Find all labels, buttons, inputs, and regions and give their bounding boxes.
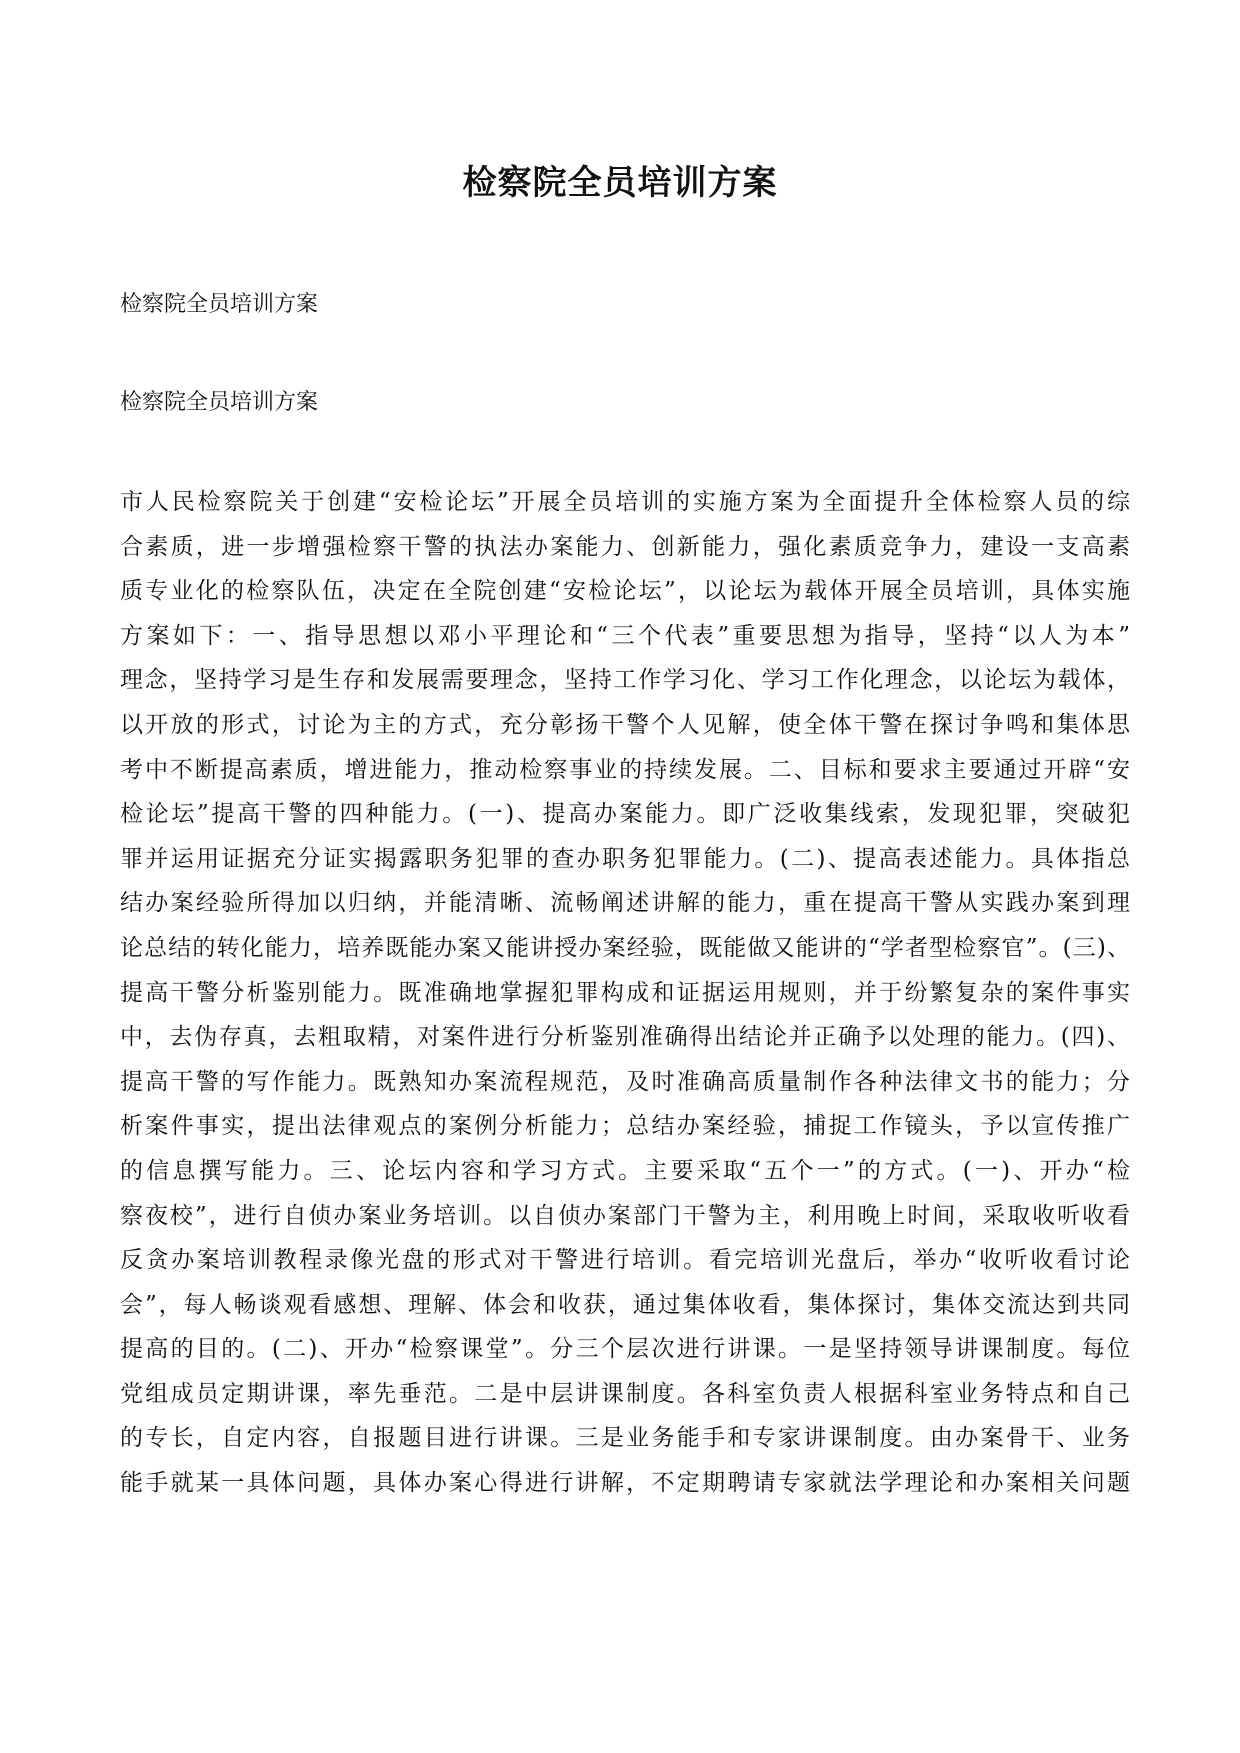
body-line: 能手就某一具体问题，具体办案心得进行讲解，不定期聘请专家就法学理论和办案相关问题 <box>120 1470 1130 1497</box>
body-line: 会”，每人畅谈观看感想、理解、体会和收获，通过集体收看，集体探讨，集体交流达到共同 <box>120 1291 1130 1318</box>
document-title: 检察院全员培训方案 <box>462 163 778 203</box>
document-subtitle-repeat: 检察院全员培训方案 <box>120 390 319 415</box>
body-line: 党组成员定期讲课，率先垂范。二是中层讲课制度。各科室负责人根据科室业务特点和自己 <box>120 1380 1130 1407</box>
body-line: 反贪办案培训教程录像光盘的形式对干警进行培训。看完培训光盘后，举办“收听收看讨论 <box>120 1247 1130 1274</box>
body-line: 以开放的形式，讨论为主的方式，充分彰扬干警个人见解，使全体干警在探讨争鸣和集体思 <box>120 711 1130 738</box>
body-line: 析案件事实，提出法律观点的案例分析能力；总结办案经验，捕捉工作镜头，予以宣传推广 <box>120 1113 1130 1140</box>
body-line: 论总结的转化能力，培养既能办案又能讲授办案经验，既能做又能讲的“学者型检察官”。(三)、 <box>120 934 1130 961</box>
body-line: 质专业化的检察队伍，决定在全院创建“安检论坛”，以论坛为载体开展全员培训，具体实施 <box>120 578 1130 605</box>
body-line: 方案如下：一、指导思想以邓小平理论和“三个代表”重要思想为指导，坚持“以人为本” <box>120 622 1130 649</box>
body-line: 结办案经验所得加以归纳，并能清晰、流畅阐述讲解的能力，重在提高干警从实践办案到理 <box>120 890 1130 917</box>
document-subtitle: 检察院全员培训方案 <box>120 292 319 317</box>
body-line: 提高干警分析鉴别能力。既准确地掌握犯罪构成和证据运用规则，并于纷繁复杂的案件事实 <box>120 979 1130 1006</box>
body-line: 提高干警的写作能力。既熟知办案流程规范，及时准确高质量制作各种法律文书的能力；分 <box>120 1068 1130 1095</box>
body-line: 合素质，进一步增强检察干警的执法办案能力、创新能力，强化素质竞争力，建设一支高素 <box>120 533 1130 560</box>
body-line: 罪并运用证据充分证实揭露职务犯罪的查办职务犯罪能力。(二)、提高表述能力。具体指总 <box>120 845 1130 872</box>
body-line: 察夜校”，进行自侦办案业务培训。以自侦办案部门干警为主，利用晚上时间，采取收听收看 <box>120 1202 1130 1229</box>
body-line: 中，去伪存真，去粗取精，对案件进行分析鉴别准确得出结论并正确予以处理的能力。(四)、 <box>120 1024 1130 1051</box>
body-line: 检论坛”提高干警的四种能力。(一)、提高办案能力。即广泛收集线索，发现犯罪，突破犯 <box>120 801 1130 828</box>
document-body <box>120 480 1130 1506</box>
body-line: 的信息撰写能力。三、论坛内容和学习方式。主要采取“五个一”的方式。(一)、开办“检 <box>120 1157 1130 1184</box>
body-line: 提高的目的。(二)、开办“检察课堂”。分三个层次进行讲课。一是坚持领导讲课制度。每位 <box>120 1336 1130 1363</box>
body-line: 的专长，自定内容，自报题目进行讲课。三是业务能手和专家讲课制度。由办案骨干、业务 <box>120 1425 1130 1452</box>
body-line: 考中不断提高素质，增进能力，推动检察事业的持续发展。二、目标和要求主要通过开辟“安 <box>120 756 1130 783</box>
body-line: 市人民检察院关于创建“安检论坛”开展全员培训的实施方案为全面提升全体检察人员的综 <box>120 489 1130 515</box>
body-line: 理念，坚持学习是生存和发展需要理念，坚持工作学习化、学习工作化理念，以论坛为载体， <box>120 667 1130 694</box>
